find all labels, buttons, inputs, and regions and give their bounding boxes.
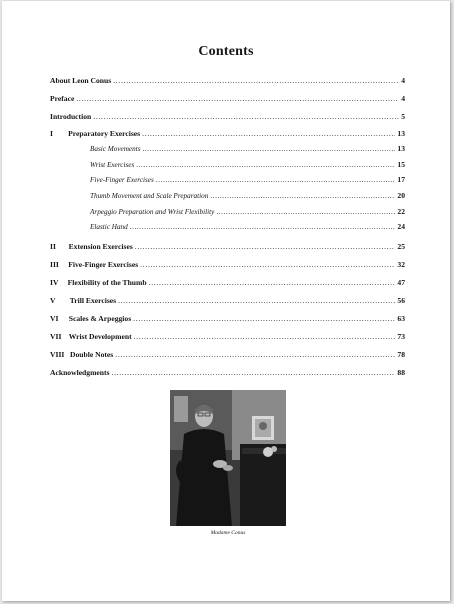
toc-entry-page: 73 bbox=[397, 332, 405, 341]
toc-entry[interactable] bbox=[50, 128, 405, 140]
toc-leader-dots bbox=[135, 241, 396, 253]
toc-entry-page: 4 bbox=[401, 94, 405, 103]
toc-leader-dots bbox=[149, 277, 396, 289]
toc-entry[interactable] bbox=[50, 93, 405, 105]
toc-leader-dots bbox=[115, 349, 395, 361]
toc-leader-dots bbox=[93, 111, 399, 123]
toc-entry-page: 22 bbox=[397, 207, 405, 216]
toc-subentry[interactable] bbox=[90, 206, 405, 218]
toc-entry-number: I bbox=[50, 129, 53, 138]
toc-leader-dots bbox=[76, 93, 399, 105]
toc-leader-dots bbox=[140, 259, 395, 271]
toc-entry-page: 4 bbox=[401, 76, 405, 85]
toc-leader-dots bbox=[143, 143, 396, 155]
toc-entry-number: VI bbox=[50, 314, 59, 323]
toc-entry-label: Wrist Development bbox=[68, 332, 132, 341]
toc-entry[interactable] bbox=[50, 367, 405, 379]
document-page bbox=[2, 1, 450, 601]
toc-leader-dots bbox=[210, 190, 395, 202]
portrait-photo-illustration bbox=[170, 390, 286, 526]
photo-caption: Madame Conus bbox=[210, 530, 246, 536]
toc-entry-page: 17 bbox=[397, 175, 405, 184]
toc-leader-dots bbox=[216, 206, 395, 218]
toc-leader-dots bbox=[130, 221, 396, 233]
toc-entry-label: Wrist Exercises bbox=[90, 161, 135, 169]
toc-entry-page: 24 bbox=[397, 222, 405, 231]
toc-entry-label: Trill Exercises bbox=[69, 296, 117, 305]
toc-entry[interactable] bbox=[50, 75, 405, 87]
toc-entry-label: About Leon Conus bbox=[50, 76, 112, 85]
toc-entry-page: 13 bbox=[397, 129, 405, 138]
toc-entry[interactable] bbox=[50, 331, 405, 343]
page-title: Contents bbox=[198, 44, 254, 59]
toc-leader-dots bbox=[134, 331, 396, 343]
toc-entry-label: Scales & Arpeggios bbox=[68, 314, 132, 323]
toc-entry-number: V bbox=[50, 296, 56, 305]
toc-entry[interactable] bbox=[50, 313, 405, 325]
toc-leader-dots bbox=[113, 75, 399, 87]
toc-entry[interactable] bbox=[50, 241, 405, 253]
toc-entry-page: 20 bbox=[397, 191, 405, 200]
toc-entry-number: II bbox=[50, 242, 56, 251]
toc-leader-dots bbox=[118, 295, 395, 307]
toc-entry-label: Introduction bbox=[50, 112, 92, 121]
toc-entry-label: Thumb Movement and Scale Preparation bbox=[90, 192, 209, 200]
toc-entry-label: Acknowledgments bbox=[50, 368, 110, 377]
toc-leader-dots bbox=[142, 128, 395, 140]
toc-entry[interactable] bbox=[50, 349, 405, 361]
toc-entry-page: 78 bbox=[397, 350, 405, 359]
toc-entry-page: 32 bbox=[397, 260, 405, 269]
toc-entry-page: 88 bbox=[397, 368, 405, 377]
toc-subentry[interactable] bbox=[90, 143, 405, 155]
toc-leader-dots bbox=[156, 174, 396, 186]
toc-entry[interactable] bbox=[50, 277, 405, 289]
toc-entry-number: VII bbox=[50, 332, 62, 341]
toc-entry-number: III bbox=[50, 260, 59, 269]
toc-entry-page: 15 bbox=[397, 160, 405, 169]
toc-entry-page: 56 bbox=[397, 296, 405, 305]
toc-entry-label: Flexibility of the Thumb bbox=[67, 278, 147, 287]
toc-leader-dots bbox=[133, 313, 395, 325]
toc-entry-number: IV bbox=[50, 278, 59, 287]
toc-entry-page: 25 bbox=[397, 242, 405, 251]
toc-entry-number: VIII bbox=[50, 350, 65, 359]
toc-entry[interactable] bbox=[50, 295, 405, 307]
toc-entry-label: Preface bbox=[50, 94, 75, 103]
toc-entry-label: Basic Movements bbox=[90, 145, 141, 153]
portrait-photo bbox=[170, 390, 286, 526]
toc-leader-dots bbox=[136, 159, 395, 171]
toc-subentry[interactable] bbox=[90, 174, 405, 186]
toc-subentry[interactable] bbox=[90, 221, 405, 233]
toc-entry-label: Five-Finger Exercises bbox=[68, 260, 139, 269]
toc-entry-label: Elastic Hand bbox=[90, 223, 128, 231]
toc-entry-label: Arpeggio Preparation and Wrist Flexibility bbox=[90, 208, 215, 216]
toc-entry-page: 47 bbox=[397, 278, 405, 287]
toc-subentry[interactable] bbox=[90, 159, 405, 171]
toc-entry-label: Extension Exercises bbox=[68, 242, 133, 251]
toc-entry-label: Five-Finger Exercises bbox=[90, 176, 154, 184]
toc-leader-dots bbox=[112, 367, 396, 379]
toc-entry-label: Double Notes bbox=[70, 350, 114, 359]
toc-entry[interactable] bbox=[50, 111, 405, 123]
toc-entry-page: 63 bbox=[397, 314, 405, 323]
toc-subentry[interactable] bbox=[90, 190, 405, 202]
table-of-contents bbox=[2, 1, 450, 381]
toc-entry-page: 5 bbox=[401, 112, 405, 121]
toc-entry[interactable] bbox=[50, 259, 405, 271]
toc-entry-page: 13 bbox=[397, 144, 405, 153]
toc-entry-label: Preparatory Exercises bbox=[68, 129, 141, 138]
